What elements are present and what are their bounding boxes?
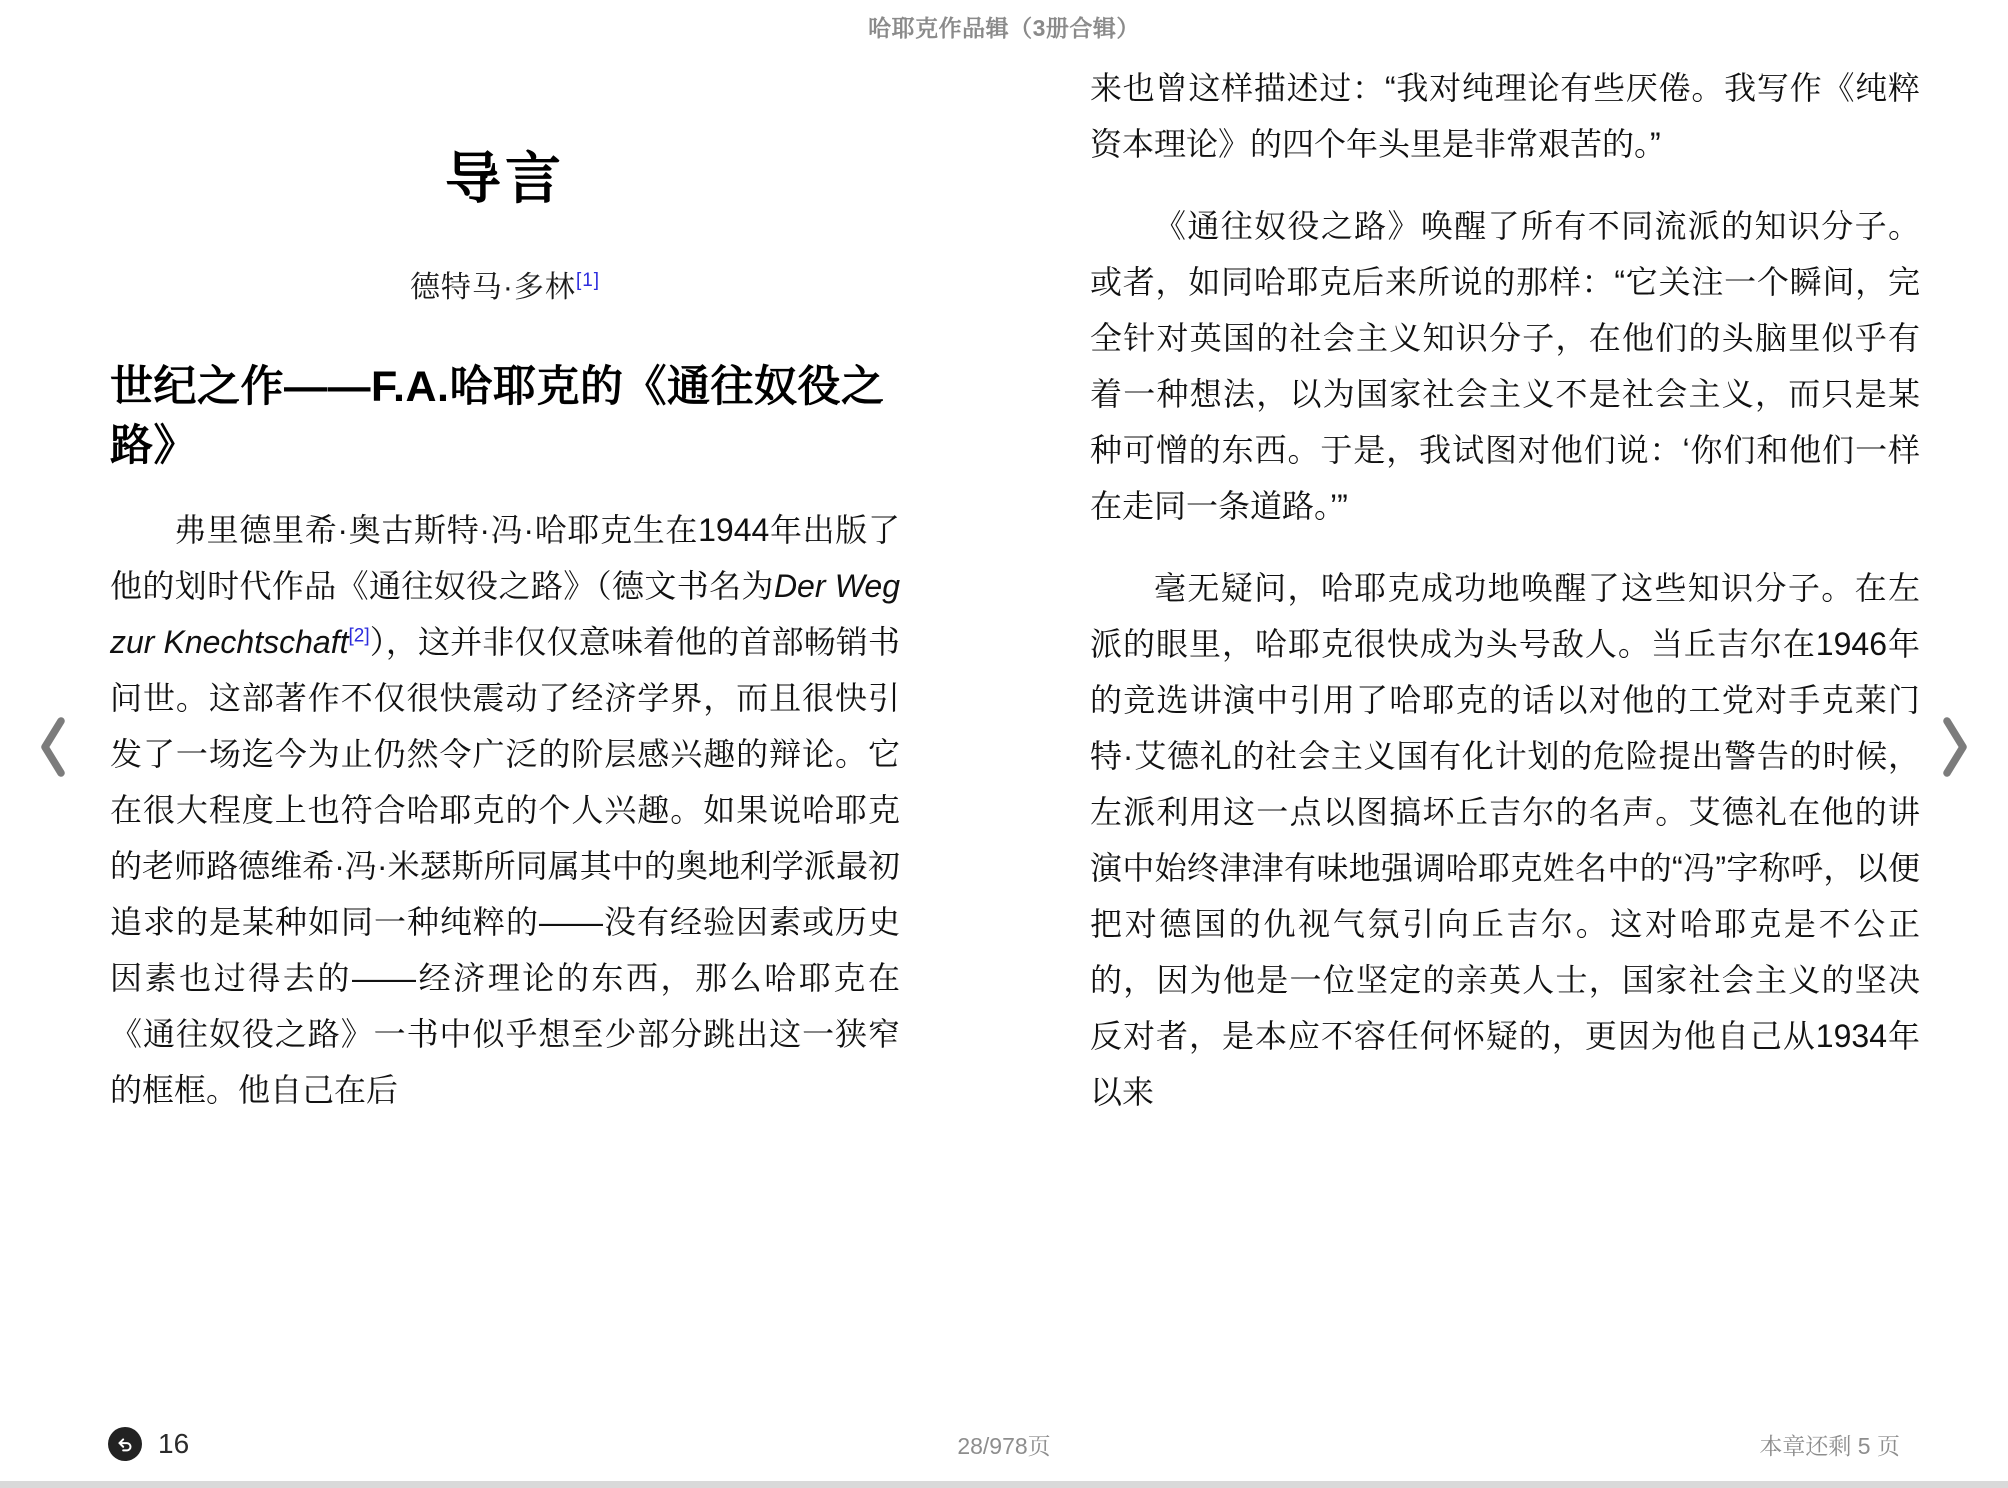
chapter-remaining-text: 本章还剩 5 页 bbox=[1759, 1432, 1900, 1459]
page-columns bbox=[0, 60, 2008, 1400]
chapter-title: 导言 bbox=[445, 147, 565, 210]
german-book-title: Der Weg zur Knechtschaft bbox=[110, 568, 900, 661]
book-title-header bbox=[0, 0, 2008, 52]
paragraph-left-1 bbox=[110, 502, 900, 1118]
paragraph-left-1-part2: ），这并非仅仅意味着他的首部畅销书问世。这部著作不仅很快震动了经济学界，而且很快引发了一场迄今为止仍然令广泛的阶层感兴趣的辩论。它在很大程度上也符合哈耶克的个人兴趣。如果说哈耶克的老师路德维希·冯·米瑟斯所同属其中的奥地利学派最初追求的是某种如同一种纯粹的——没有经验因素或历史因素也过得去的——经济理论的东西，那么哈耶克在《通往奴役之路》一书中似乎想至少部分跳出这一狭窄的框框。他自己在后 bbox=[110, 624, 900, 1109]
back-page-number[interactable]: 16 bbox=[158, 1428, 190, 1459]
book-title-text: 哈耶克作品辑（3册合辑） bbox=[868, 14, 1140, 41]
section-heading: 世纪之作——F.A.哈耶克的《通往奴役之路》 bbox=[110, 362, 885, 470]
author-name: 德特马·多林 bbox=[409, 270, 576, 304]
paragraph-right-2: 《通往奴役之路》唤醒了所有不同流派的知识分子。或者，如同哈耶克后来所说的那样：“它关注一个瞬间，完全针对英国的社会主义知识分子，在他们的头脑里似乎有着一种想法，以为国家社会主义不是社会主义，而只是某种可憎的东西。于是，我试图对他们说：‘你们和他们一样在走同一条道路。’” bbox=[1090, 208, 1920, 524]
left-page-column bbox=[0, 60, 1004, 1400]
page-progress-text: 28/978页 bbox=[957, 1432, 1051, 1459]
chapter-remaining-indicator bbox=[1759, 1428, 1900, 1461]
reader-footer bbox=[0, 1400, 2008, 1488]
chapter-author bbox=[110, 270, 900, 306]
page-progress-indicator bbox=[0, 1428, 2008, 1461]
bottom-divider bbox=[0, 1481, 2008, 1488]
right-page-column bbox=[1004, 60, 2008, 1400]
paragraph-right-3: 毫无疑问，哈耶克成功地唤醒了这些知识分子。在左派的眼里，哈耶克很快成为头号敌人。当丘吉尔在1946年的竞选讲演中引用了哈耶克的话以对他的工党对手克莱门特·艾德礼的社会主义国有化计划的危险提出警告的时候，左派利用这一点以图搞坏丘吉尔的名声。艾德礼在他的讲演中始终津津有味地强调哈耶克姓名中的“冯”字称呼，以便把对德国的仇视气氛引向丘吉尔。这对哈耶克是不公正的，因为他是一位坚定的亲英人士，国家社会主义的坚决反对者，是本应不容任何怀疑的，更因为他自己从1934年以来 bbox=[1090, 570, 1920, 1110]
footnote-ref-2[interactable]: [2] bbox=[348, 625, 370, 647]
paragraph-right-1: 来也曾这样描述过：“我对纯理论有些厌倦。我写作《纯粹资本理论》的四个年头里是非常艰苦的。” bbox=[1090, 70, 1920, 162]
paragraph-left-1-part1: 弗里德里希·奥古斯特·冯·哈耶克生在1944年出版了他的划时代作品《通往奴役之路》（德文书名为 bbox=[110, 512, 900, 605]
footnote-ref-1[interactable]: [1] bbox=[575, 269, 601, 291]
